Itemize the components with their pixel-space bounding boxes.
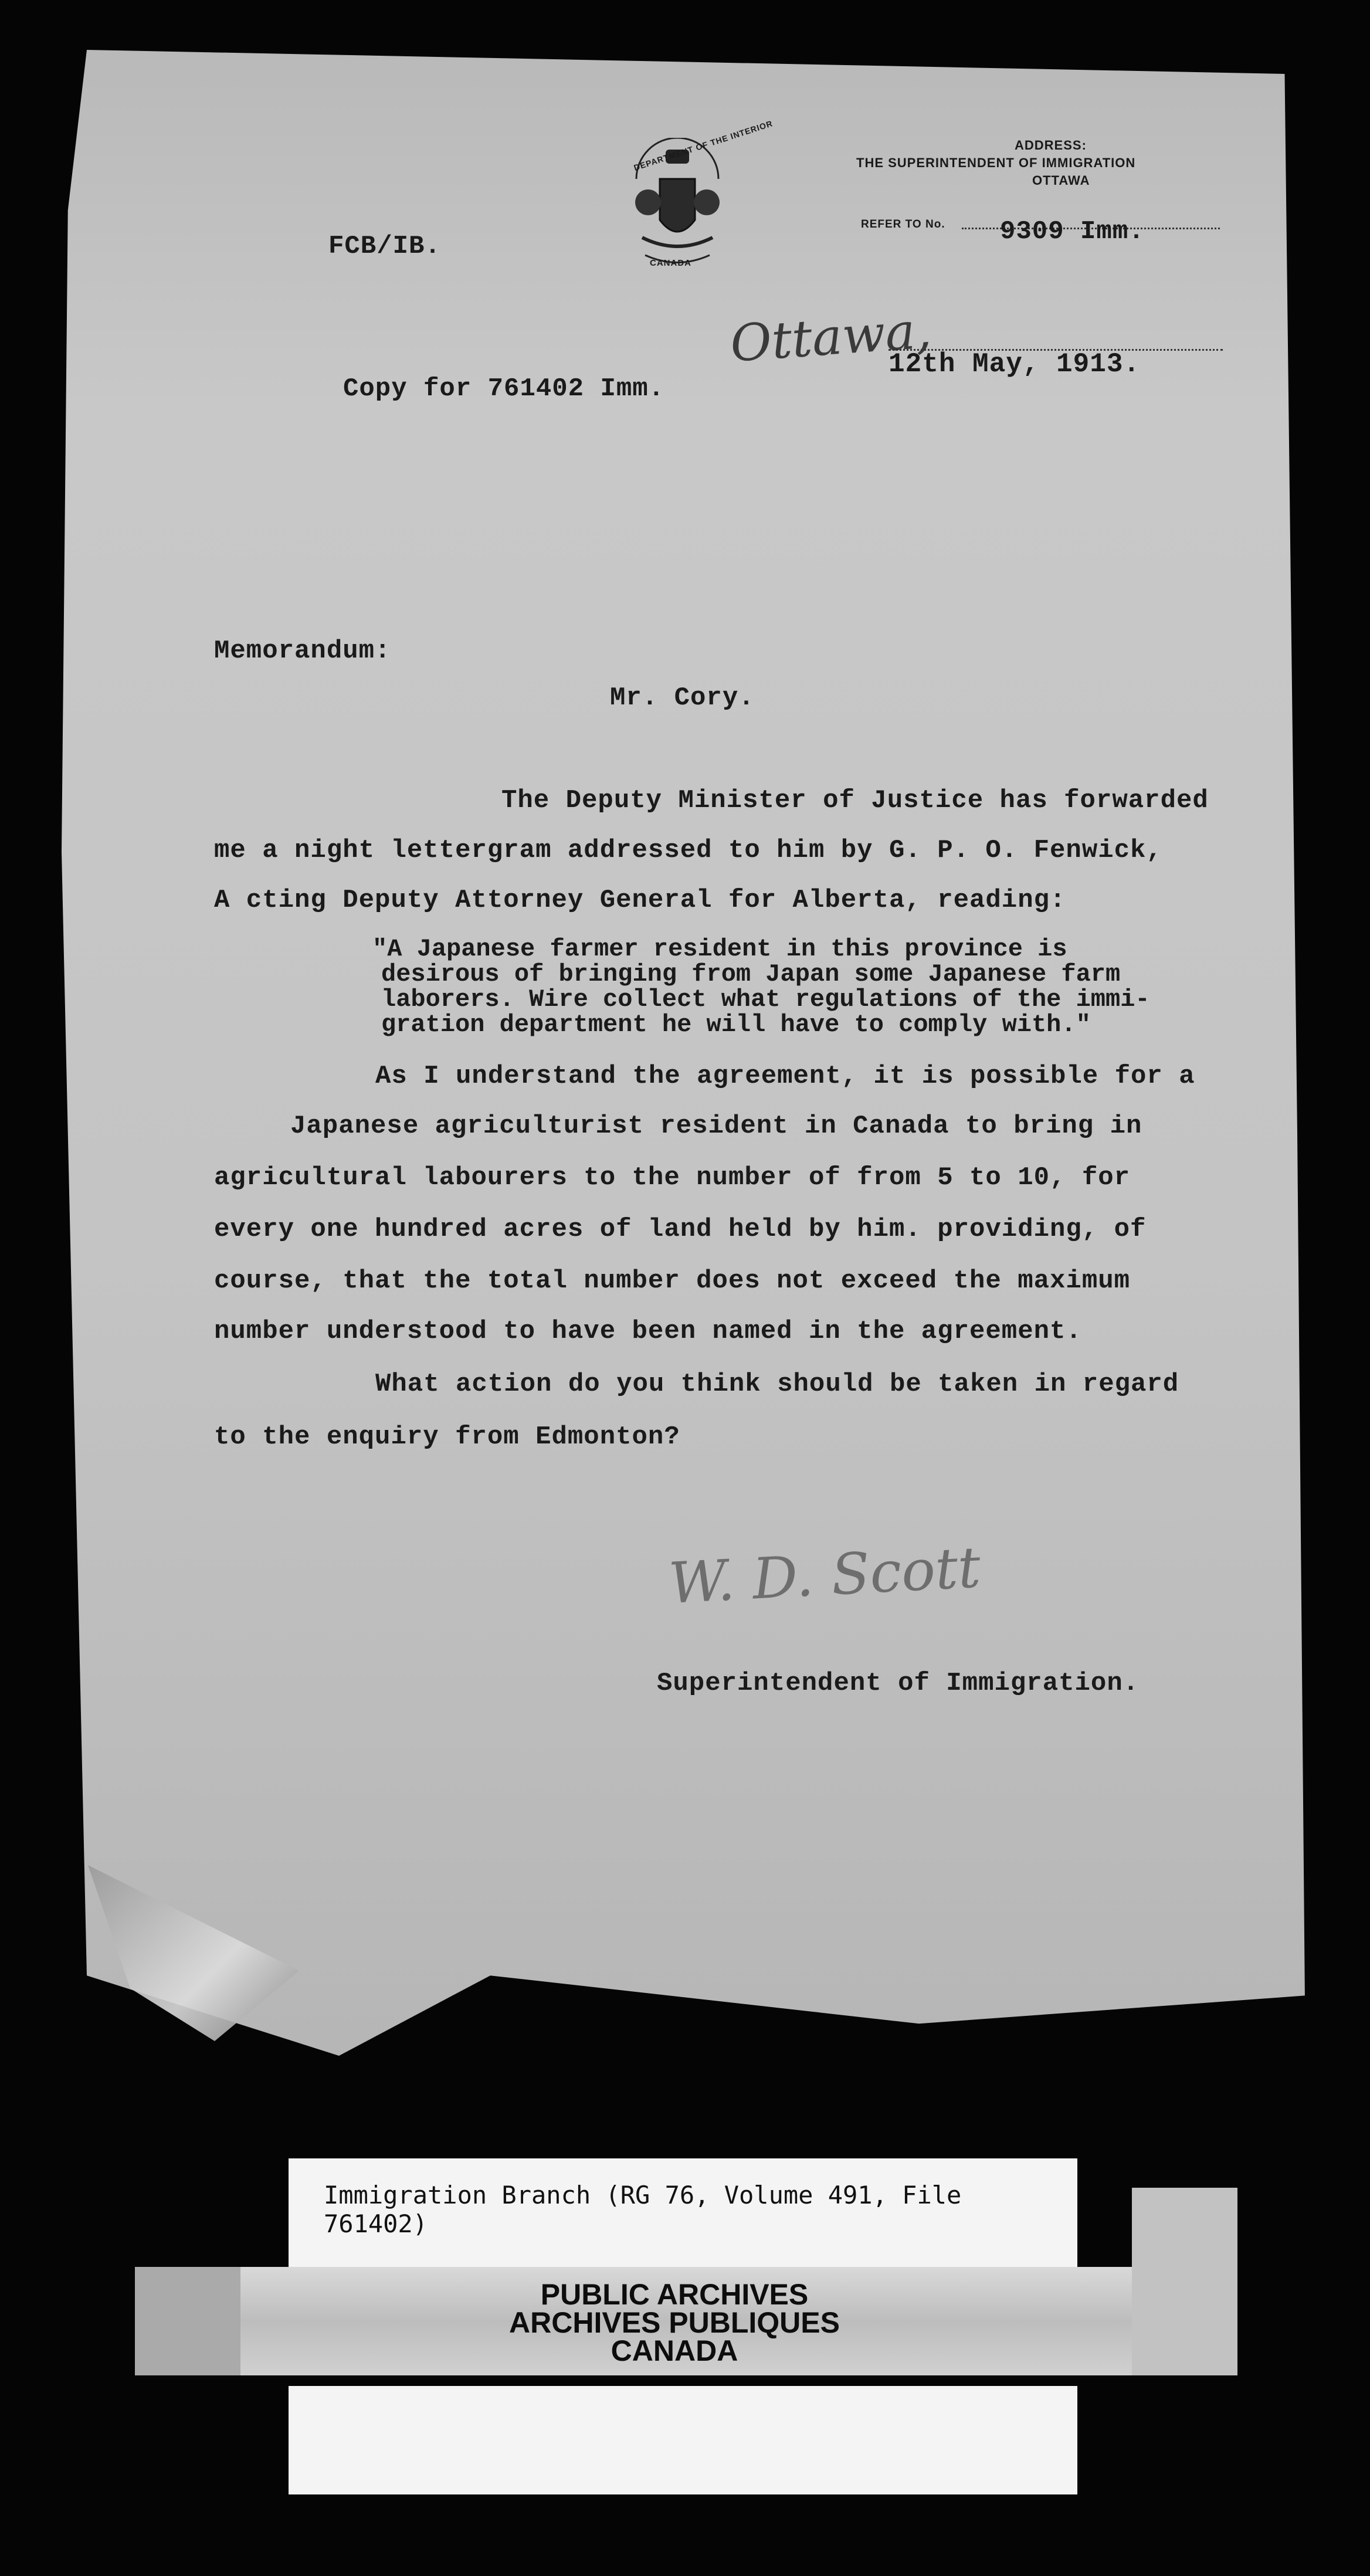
quote-line: "A Japanese farmer resident in this province is bbox=[372, 935, 1067, 963]
archive-reference: Immigration Branch (RG 76, Volume 491, File 761402) bbox=[324, 2181, 962, 2238]
signature: W. D. Scott bbox=[667, 1534, 982, 1616]
address-line-1: THE SUPERINTENDENT OF IMMIGRATION bbox=[856, 155, 1136, 170]
paragraph-2-line: Japanese agriculturist resident in Canada to bring in bbox=[290, 1111, 1142, 1141]
signature-title: Superintendent of Immigration. bbox=[657, 1669, 1140, 1698]
quote-line: desirous of bringing from Japan some Japanese farm bbox=[381, 960, 1121, 988]
refer-label: REFER TO No. bbox=[861, 218, 945, 231]
archive-stamp-line: ARCHIVES PUBLIQUES bbox=[509, 2306, 840, 2339]
address-line-2: OTTAWA bbox=[1032, 173, 1090, 188]
letter-date: 12th May, 1913. bbox=[889, 349, 1141, 379]
coat-of-arms-icon bbox=[619, 138, 736, 279]
quote-line: laborers. Wire collect what regulations of the immi- bbox=[381, 985, 1150, 1014]
paragraph-3-line: to the enquiry from Edmonton? bbox=[214, 1422, 680, 1452]
stamp-band-edge bbox=[135, 2267, 240, 2375]
date-rule bbox=[889, 349, 1223, 351]
paragraph-2-line: every one hundred acres of land held by him. providing, of bbox=[214, 1215, 1147, 1244]
copy-note: Copy for 761402 Imm. bbox=[343, 374, 665, 404]
typist-initials: FCB/IB. bbox=[328, 232, 441, 261]
paragraph-1-line: me a night lettergram addressed to him by G. P. O. Fenwick, bbox=[214, 836, 1162, 865]
crest-caption-bottom: CANADA bbox=[650, 258, 691, 268]
place-name: Ottawa, bbox=[728, 301, 934, 374]
recipient: Mr. Cory. bbox=[610, 683, 755, 713]
archive-stamp-line: CANADA bbox=[611, 2334, 738, 2367]
paragraph-1-line: The Deputy Minister of Justice has forwarded bbox=[501, 786, 1209, 815]
archive-stamp-band bbox=[135, 2267, 1237, 2375]
archive-stamp-line: PUBLIC ARCHIVES bbox=[540, 2278, 809, 2311]
paragraph-2-line: number understood to have been named in the agreement. bbox=[214, 1317, 1082, 1346]
paragraph-1-line: A cting Deputy Attorney General for Alberta, reading: bbox=[214, 886, 1066, 915]
archive-label-slip bbox=[289, 2158, 1077, 2267]
memorandum-heading: Memorandum: bbox=[214, 636, 391, 666]
paragraph-2-line: agricultural labourers to the number of from 5 to 10, for bbox=[214, 1163, 1131, 1192]
paragraph-2-line: course, that the total number does not exceed the maximum bbox=[214, 1266, 1131, 1296]
quote-line: gration department he will have to comply with." bbox=[381, 1011, 1091, 1039]
blank-label-slip bbox=[289, 2386, 1077, 2494]
paragraph-3-line: What action do you think should be taken in regard bbox=[375, 1370, 1179, 1399]
refer-number: 9309 Imm. bbox=[1000, 217, 1145, 246]
paragraph-2-line: As I understand the agreement, it is possible for a bbox=[375, 1062, 1195, 1091]
address-label: ADDRESS: bbox=[1015, 138, 1087, 152]
crest-caption-top: DEPARTMENT OF THE INTERIOR bbox=[632, 118, 774, 172]
stamp-band-edge bbox=[1132, 2188, 1237, 2375]
